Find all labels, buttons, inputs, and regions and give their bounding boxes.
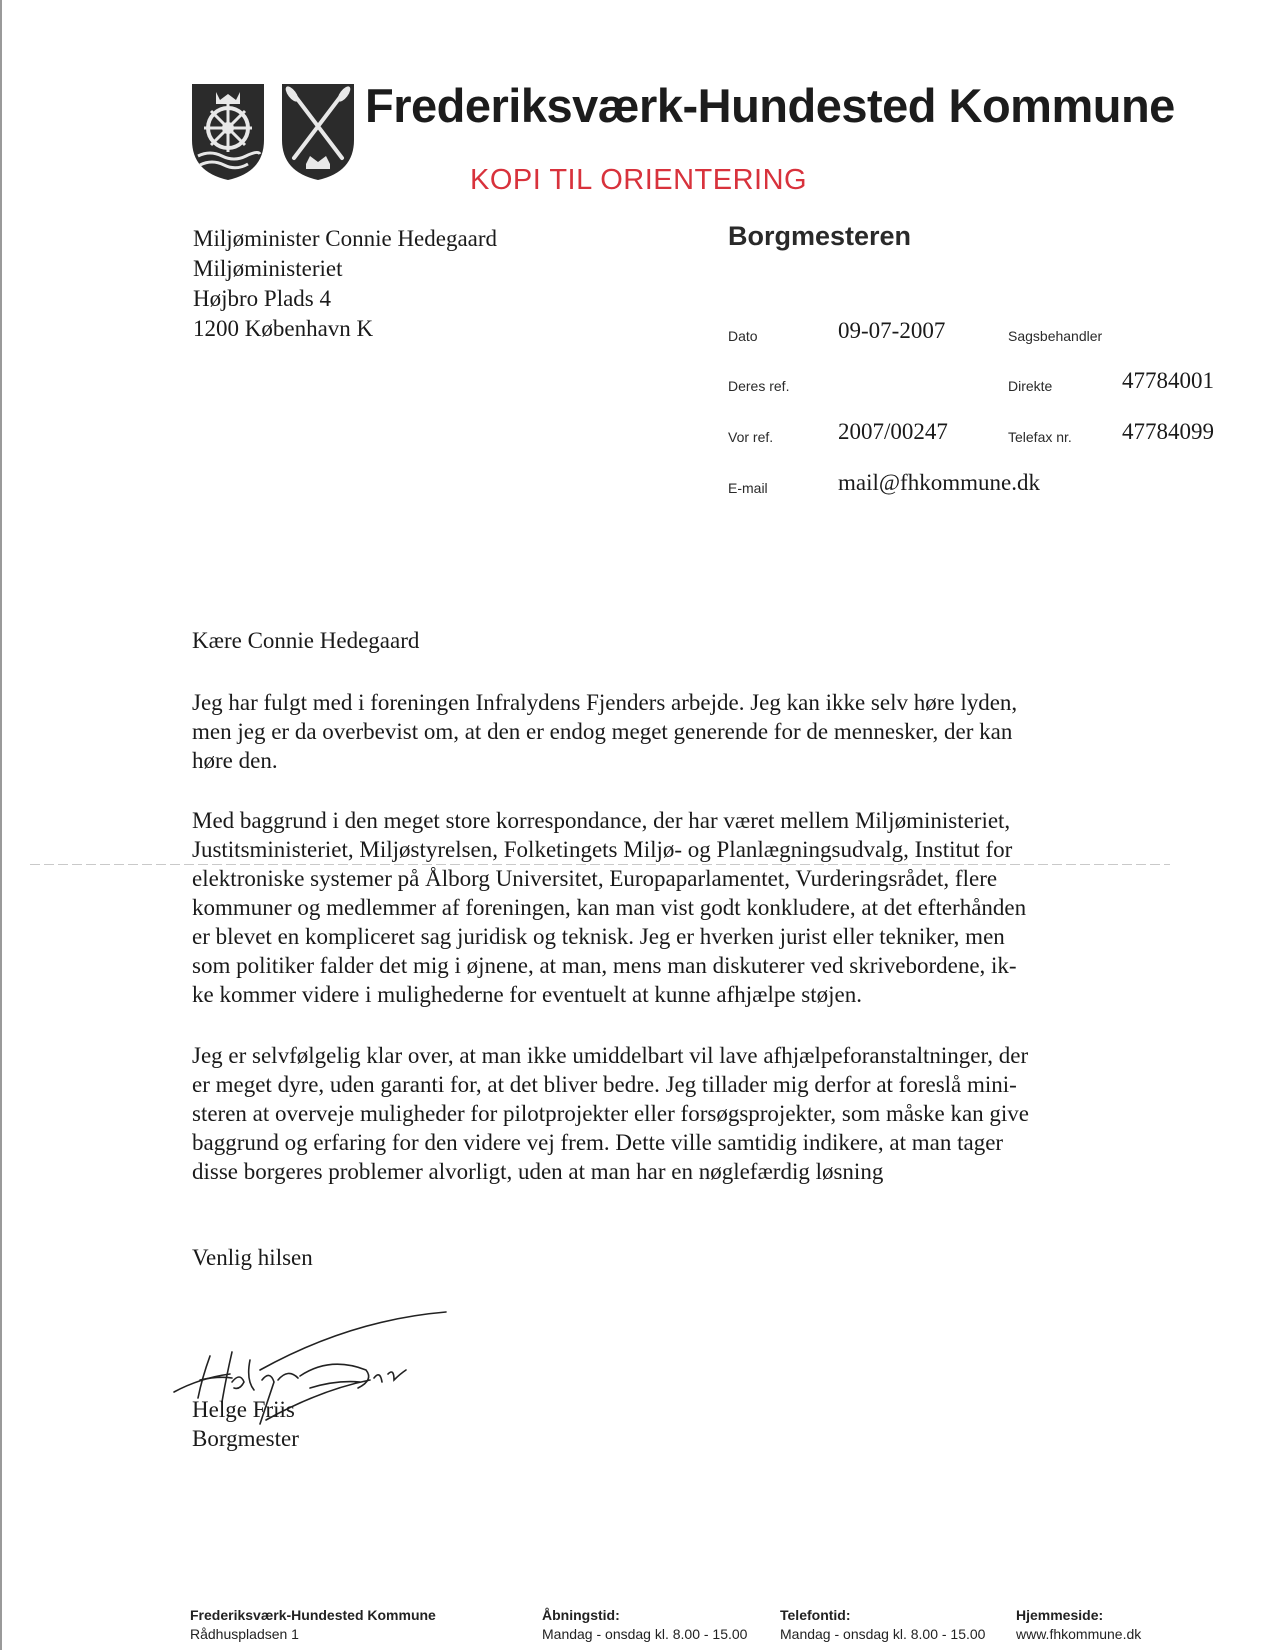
email-label: E-mail — [728, 480, 768, 496]
sagsbehandler-label: Sagsbehandler — [1008, 328, 1103, 344]
signer-title: Borgmester — [192, 1426, 299, 1451]
body-line: elektroniske systemer på Ålborg Universitet, Europaparlamentet, Vurderingsrådet, flere — [192, 866, 998, 891]
deres-ref-label: Deres ref. — [728, 378, 790, 394]
direkte-value: 47784001 — [1122, 368, 1214, 393]
footer-phone-title: Telefontid: — [780, 1607, 851, 1623]
signer-block — [192, 1395, 299, 1453]
body-line: høre den. — [192, 748, 278, 773]
body-line: Med baggrund i den meget store korrespondance, der har været mellem Miljøministeriet, — [192, 808, 1011, 833]
body-line: men jeg er da overbevist om, at den er endog meget generende for de mennesker, der kan — [192, 719, 1013, 744]
copy-stamp: KOPI TIL ORIENTERING — [470, 164, 808, 196]
body-paragraph-3 — [192, 1041, 1112, 1186]
body-line: disse borgeres problemer alvorligt, uden at man har en nøglefærdig løsning — [192, 1159, 884, 1184]
footer-website-title: Hjemmeside: — [1016, 1607, 1104, 1623]
body-paragraph-1 — [192, 688, 1112, 775]
salutation: Kære Connie Hedegaard — [192, 628, 420, 653]
water-wheel-crest-icon — [190, 82, 266, 182]
footer-phone-line: Mandag - onsdag kl. 8.00 - 15.00 — [780, 1626, 986, 1642]
recipient-line: Miljøministeriet — [193, 256, 343, 281]
footer-website — [1016, 1606, 1141, 1644]
recipient-line: Miljøminister Connie Hedegaard — [193, 226, 498, 251]
dato-label: Dato — [728, 328, 758, 344]
telefax-label: Telefax nr. — [1008, 429, 1072, 445]
recipient-line: 1200 København K — [193, 316, 374, 341]
body-line: Jeg har fulgt med i foreningen Infralydens Fjenders arbejde. Jeg kan ikke selv høre lyden, — [192, 690, 1018, 715]
body-line: Jeg er selvfølgelig klar over, at man ikke umiddelbart vil lave afhjælpeforanstaltninger, der — [192, 1043, 1029, 1068]
footer-address-line: Rådhuspladsen 1 — [190, 1626, 299, 1642]
body-line: steren at overveje muligheder for pilotprojekter eller forsøgsprojekter, som måske kan give — [192, 1101, 1030, 1126]
recipient-address — [193, 224, 497, 344]
footer-opening-hours — [542, 1606, 747, 1644]
body-line: ke kommer videre i mulighederne for eventuelt at kunne afhjælpe støjen. — [192, 982, 862, 1007]
direkte-label: Direkte — [1008, 378, 1053, 394]
email-value: mail@fhkommune.dk — [838, 470, 1040, 495]
footer-opening-title: Åbningstid: — [542, 1607, 620, 1623]
recipient-line: Højbro Plads 4 — [193, 286, 331, 311]
scan-edge — [0, 0, 2, 1650]
body-line: som politiker falder det mig i øjnene, at man, mens man diskuterer ved skrivebordene, ik- — [192, 953, 1017, 978]
crossed-oars-crest-icon — [280, 82, 356, 182]
organization-name: Frederiksværk-Hundested Kommune — [365, 79, 1175, 132]
footer-address — [190, 1606, 436, 1644]
body-line: baggrund og erfaring for den videre vej frem. Dette ville samtidig indikere, at man tager — [192, 1130, 1004, 1155]
footer-website-link[interactable]: www.fhkommune.dk — [1016, 1626, 1142, 1642]
footer-phone-hours — [780, 1606, 985, 1644]
body-line: er meget dyre, uden garanti for, at det bliver bedre. Jeg tillader mig derfor at foreslå mini- — [192, 1072, 1017, 1097]
body-line: kommuner og medlemmer af foreningen, kan man vist godt konkludere, at det efterhånden — [192, 895, 1027, 920]
dato-value: 09-07-2007 — [838, 318, 946, 343]
telefax-value: 47784099 — [1122, 419, 1214, 444]
vor-ref-label: Vor ref. — [728, 429, 774, 445]
signer-name: Helge Friis — [192, 1397, 295, 1422]
body-line: Justitsministeriet, Miljøstyrelsen, Folketingets Miljø- og Planlægningsudvalg, Institut for — [192, 837, 1013, 862]
footer-opening-line: Mandag - onsdag kl. 8.00 - 15.00 — [542, 1626, 748, 1642]
body-paragraph-2 — [192, 806, 1112, 1009]
department-title: Borgmesteren — [728, 221, 912, 251]
body-line: er blevet en kompliceret sag juridisk og teknisk. Jeg er hverken jurist eller tekniker, men — [192, 924, 1005, 949]
vor-ref-value: 2007/00247 — [838, 419, 948, 444]
footer-org: Frederiksværk-Hundested Kommune — [190, 1607, 436, 1623]
closing: Venlig hilsen — [192, 1245, 313, 1270]
